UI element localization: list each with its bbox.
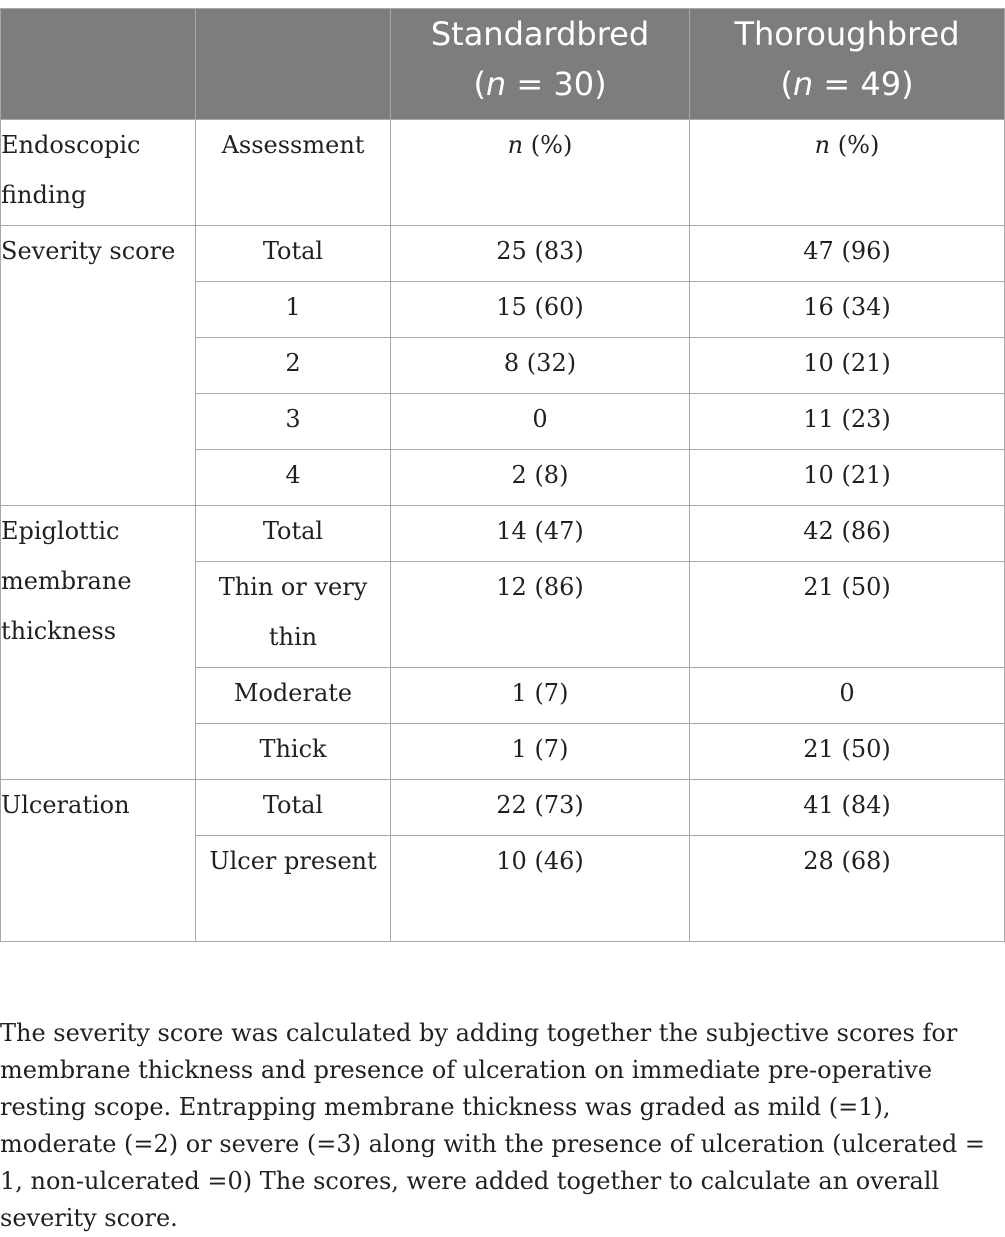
subheader-finding: Endoscopic finding (1, 120, 196, 226)
assessment-cell: 1 (196, 282, 391, 338)
header-row (1, 9, 1005, 120)
group-label-ulceration: Ulceration (1, 780, 196, 942)
subheader-standardbred-n: n (507, 131, 524, 159)
assessment-cell: Moderate (196, 668, 391, 724)
assessment-cell: 2 (196, 338, 391, 394)
standardbred-cell: 0 (391, 394, 690, 450)
thoroughbred-cell: 28 (68) (690, 836, 1005, 942)
standardbred-cell: 1 (7) (391, 724, 690, 780)
results-table (0, 8, 1005, 942)
subheader-thoroughbred-n: n (814, 131, 831, 159)
header-standardbred: Standardbred (n = 30) (391, 9, 690, 120)
assessment-cell: Total (196, 506, 391, 562)
thoroughbred-cell: 10 (21) (690, 450, 1005, 506)
group-label-severity: Severity score (1, 226, 196, 506)
thoroughbred-cell: 16 (34) (690, 282, 1005, 338)
standardbred-cell: 25 (83) (391, 226, 690, 282)
standardbred-cell: 10 (46) (391, 836, 690, 942)
assessment-cell: Total (196, 226, 391, 282)
assessment-cell: Thin or very thin (196, 562, 391, 668)
standardbred-cell: 1 (7) (391, 668, 690, 724)
header-thoroughbred-name: Thoroughbred (734, 15, 960, 53)
header-standardbred-count: = 30) (506, 65, 607, 103)
header-standardbred-n-symbol: n (485, 65, 507, 103)
header-thoroughbred: Thoroughbred (n = 49) (690, 9, 1005, 120)
standardbred-cell: 15 (60) (391, 282, 690, 338)
standardbred-cell: 8 (32) (391, 338, 690, 394)
table-row (1, 226, 1005, 282)
subheader-standardbred-unit (391, 120, 690, 226)
assessment-cell: Total (196, 780, 391, 836)
thoroughbred-cell: 42 (86) (690, 506, 1005, 562)
group-label-thickness: Epiglottic membrane thickness (1, 506, 196, 780)
subheader-row (1, 120, 1005, 226)
subheader-assessment: Assessment (196, 120, 391, 226)
assessment-cell: 3 (196, 394, 391, 450)
table-footnote: The severity score was calculated by adding together the subjective scores for membrane thickness and presence of ulceration on immediate pre-operative resting scope. Entrapping membrane thickness was graded as mild (=1), moderate (=2) or severe (=3) along with the presence of ulceration (ulcerated = 1, non-ulcerated =0) The scores, were added together to calculate an overall severity score. (0, 1019, 985, 1232)
subheader-thoroughbred-unit (690, 120, 1005, 226)
table-row (1, 506, 1005, 562)
header-empty-2 (196, 9, 391, 120)
header-thoroughbred-count: = 49) (813, 65, 914, 103)
subheader-thoroughbred-pct: (%) (830, 131, 880, 159)
header-standardbred-name: Standardbred (430, 15, 650, 53)
standardbred-cell: 12 (86) (391, 562, 690, 668)
thoroughbred-cell: 0 (690, 668, 1005, 724)
standardbred-cell: 14 (47) (391, 506, 690, 562)
standardbred-cell: 2 (8) (391, 450, 690, 506)
table-row (1, 780, 1005, 836)
thoroughbred-cell: 21 (50) (690, 724, 1005, 780)
standardbred-cell: 22 (73) (391, 780, 690, 836)
header-thoroughbred-n-symbol: n (792, 65, 814, 103)
thoroughbred-cell: 47 (96) (690, 226, 1005, 282)
thoroughbred-cell: 21 (50) (690, 562, 1005, 668)
assessment-cell: Ulcer present (196, 836, 391, 942)
thoroughbred-cell: 11 (23) (690, 394, 1005, 450)
assessment-cell: 4 (196, 450, 391, 506)
assessment-cell: Thick (196, 724, 391, 780)
thoroughbred-cell: 10 (21) (690, 338, 1005, 394)
subheader-standardbred-pct: (%) (523, 131, 573, 159)
thoroughbred-cell: 41 (84) (690, 780, 1005, 836)
header-empty-1 (1, 9, 196, 120)
